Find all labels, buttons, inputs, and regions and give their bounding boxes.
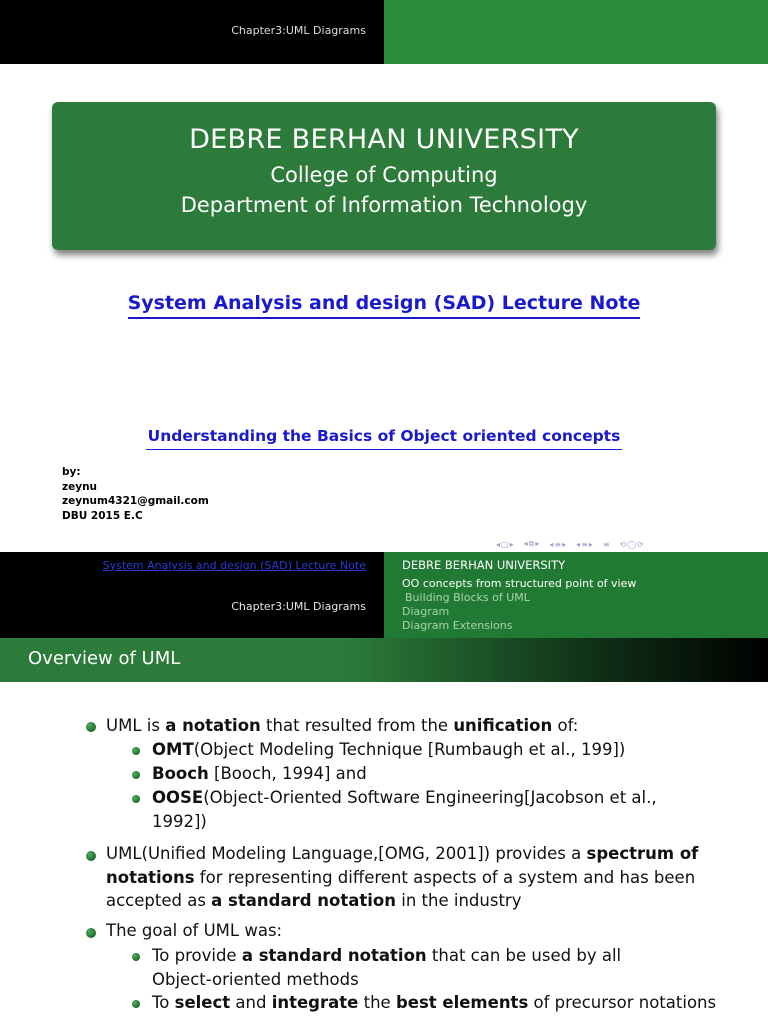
section-building-blocks[interactable]: Building Blocks of UML xyxy=(405,591,530,604)
nav-section-icon[interactable]: ◂≡▸ xyxy=(549,539,568,549)
slide1-header-left xyxy=(0,0,384,64)
list-item: OMT(Object Modeling Technique [Rumbaugh et al., 199]) xyxy=(152,740,626,759)
list-item: The goal of UML was: xyxy=(106,921,283,940)
overview-slide xyxy=(0,552,768,1024)
sub-bullet-icon xyxy=(132,747,140,755)
nav-search-icon[interactable]: ⟲◯⟳ xyxy=(619,539,645,549)
list-item: UML is a notation that resulted from the unification of: xyxy=(106,716,579,735)
sub-bullet-icon xyxy=(132,771,140,779)
sub-bullet-icon xyxy=(132,795,140,803)
list-item: Booch [Booch, 1994] and xyxy=(152,764,367,783)
nav-document-icon[interactable]: ◂≡▸ xyxy=(576,539,594,549)
nav-frame-icon[interactable]: ◂□▸ xyxy=(496,539,515,549)
college-name: College of Computing xyxy=(270,163,498,187)
author-email: zeynum4321@gmail.com xyxy=(62,495,209,507)
department-name: Department of Information Technology xyxy=(180,193,588,217)
slide1-header xyxy=(0,0,768,64)
section-diagram[interactable]: Diagram xyxy=(402,605,450,618)
author-by: by: xyxy=(62,466,81,478)
university-title-box xyxy=(52,102,716,250)
frame-title: Overview of UML xyxy=(28,648,181,669)
nav-subsection-icon[interactable]: ◂⧉▸ xyxy=(523,539,541,548)
list-item: To select and integrate the best elements of precursor notations xyxy=(152,993,717,1012)
section-current[interactable]: OO concepts from structured point of view xyxy=(402,577,637,590)
section-diagram-extensions[interactable]: Diagram Extensions xyxy=(402,619,513,632)
sub-bullet-icon xyxy=(132,1000,140,1008)
slide2-header-left xyxy=(0,552,384,638)
bullet-icon xyxy=(86,851,96,861)
list-item: OOSE(Object-Oriented Software Engineering[Jacobson et al., 1992]) xyxy=(152,788,657,831)
frame-title-bar xyxy=(0,638,768,682)
university-name: DEBRE BERHAN UNIVERSITY xyxy=(189,124,579,155)
course-title xyxy=(0,292,768,319)
author-org: DBU 2015 E.C xyxy=(62,509,143,522)
header-course-link[interactable]: System Analysis and design (SAD) Lecture Note xyxy=(102,559,366,572)
lecture-subtitle-text: Understanding the Basics of Object oriented concepts xyxy=(146,427,623,450)
author-block xyxy=(62,465,209,523)
list-item: UML(Unified Modeling Language,[OMG, 2001]) provides a spectrum of notations for representing different aspects of a system and has been accepted as a standard notation in the industry xyxy=(106,844,699,910)
author-name: zeynu xyxy=(62,480,98,493)
beamer-navigation xyxy=(496,538,651,550)
nav-menu-icon[interactable]: ≡ xyxy=(602,539,611,549)
sub-bullet-icon xyxy=(132,953,140,961)
header-chapter: Chapter3:UML Diagrams xyxy=(231,24,366,37)
course-title-text: System Analysis and design (SAD) Lecture Note xyxy=(128,292,641,319)
slide2-header xyxy=(0,552,768,638)
header-university: DEBRE BERHAN UNIVERSITY xyxy=(402,558,566,572)
header-chapter: Chapter3:UML Diagrams xyxy=(231,600,366,613)
list-item: To provide a standard notation that can be used by all Object-oriented methods xyxy=(152,946,622,989)
bullet-icon xyxy=(86,928,96,938)
lecture-subtitle xyxy=(0,426,768,450)
slide2-header-right xyxy=(384,552,768,638)
bullet-icon xyxy=(86,722,96,732)
slide1-header-right xyxy=(384,0,768,64)
